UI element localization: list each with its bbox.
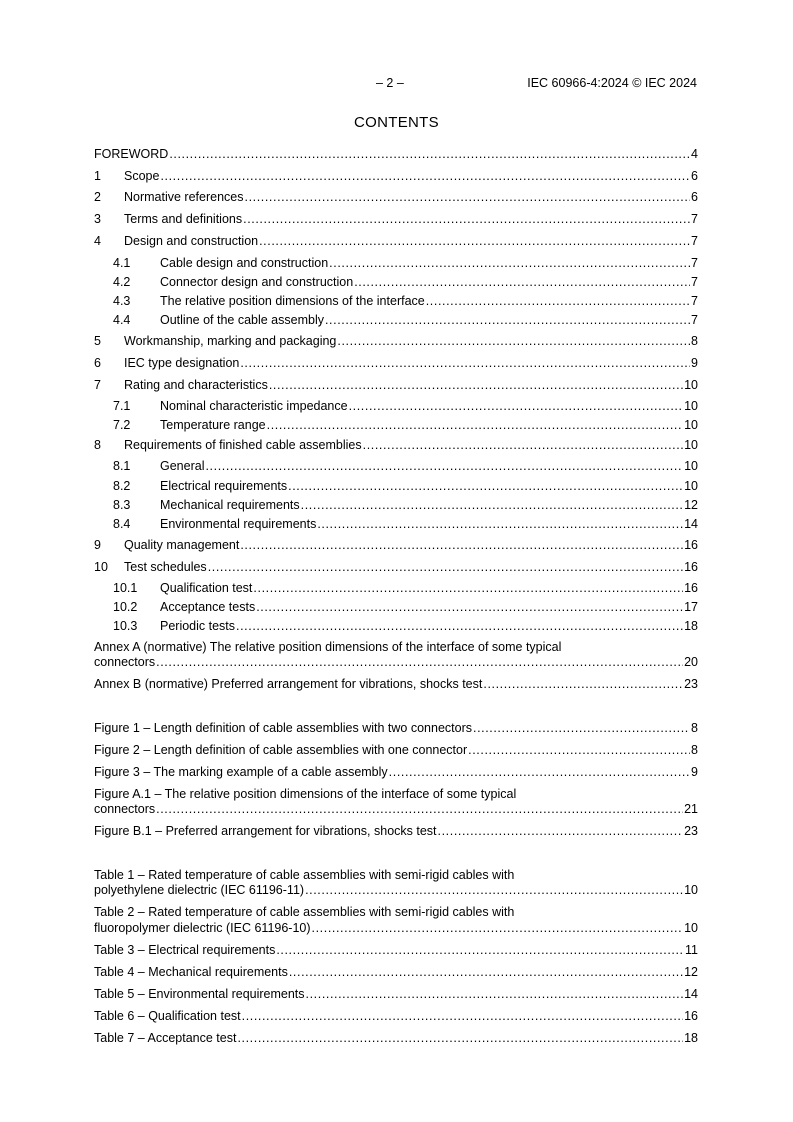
toc-entry-type-designation[interactable]: 6 IEC type designation ..... 9 (94, 355, 698, 371)
toc-entry-4-3[interactable]: 4.3 The relative position dimensions of the interface ..... 7 (113, 293, 698, 309)
toc-entry-rating[interactable]: 7 Rating and characteristics ..... 10 (94, 377, 698, 393)
figure-entry-b1[interactable]: Figure B.1 – Preferred arrangement for vibrations, shocks test ..... 23 (94, 823, 698, 839)
toc-entry-normative-references[interactable]: 2 Normative references ..... 6 (94, 189, 698, 205)
table-entry-4[interactable]: Table 4 – Mechanical requirements ..... 12 (94, 964, 698, 980)
toc-entry-4-1[interactable]: 4.1 Cable design and construction ..... 7 (113, 255, 698, 271)
toc-entry-annex-b[interactable]: Annex B (normative) Preferred arrangement for vibrations, shocks test ..... 23 (94, 676, 698, 692)
toc-entry-annex-a[interactable]: connectors ..... 20 (94, 654, 698, 670)
figure-entry-2[interactable]: Figure 2 – Length definition of cable assemblies with one connector ..... 8 (94, 742, 698, 758)
toc-entry-10-2[interactable]: 10.2 Acceptance tests ..... 17 (113, 599, 698, 615)
table-entry-5[interactable]: Table 5 – Environmental requirements ..... 14 (94, 986, 698, 1002)
table-entry-3[interactable]: Table 3 – Electrical requirements ..... 11 (94, 942, 698, 958)
toc-entry-7-1[interactable]: 7.1 Nominal characteristic impedance ..... 10 (113, 398, 698, 414)
figure-entry-a1[interactable]: connectors ..... 21 (94, 801, 698, 817)
page-number: – 2 – (376, 76, 404, 90)
table-entry-6[interactable]: Table 6 – Qualification test ..... 16 (94, 1008, 698, 1024)
toc-entry-workmanship[interactable]: 5 Workmanship, marking and packaging ..... 8 (94, 333, 698, 349)
toc-entry-terms-definitions[interactable]: 3 Terms and definitions ..... 7 (94, 211, 698, 227)
toc-entry-4-2[interactable]: 4.2 Connector design and construction ..... 7 (113, 274, 698, 290)
toc-entry-10-1[interactable]: 10.1 Qualification test ..... 16 (113, 580, 698, 596)
toc-entry-4-4[interactable]: 4.4 Outline of the cable assembly ..... 7 (113, 312, 698, 328)
toc-entry-requirements[interactable]: 8 Requirements of finished cable assemblies ..... 10 (94, 437, 698, 453)
toc-entry-scope[interactable]: 1 Scope ..... 6 (94, 168, 698, 184)
toc-entry-8-4[interactable]: 8.4 Environmental requirements ..... 14 (113, 516, 698, 532)
toc-entry-annex-a-line1[interactable]: Annex A (normative) The relative position dimensions of the interface of some typical (94, 640, 562, 654)
toc-entry-design-construction[interactable]: 4 Design and construction ..... 7 (94, 233, 698, 249)
table-entry-2[interactable]: fluoropolymer dielectric (IEC 61196-10) ..... 10 (94, 920, 698, 936)
table-entry-7[interactable]: Table 7 – Acceptance test ..... 18 (94, 1030, 698, 1046)
toc-entry-foreword[interactable]: FOREWORD ..... 4 (94, 146, 698, 162)
figure-entry-3[interactable]: Figure 3 – The marking example of a cable assembly ..... 9 (94, 764, 698, 780)
toc-entry-8-1[interactable]: 8.1 General ..... 10 (113, 458, 698, 474)
toc-entry-test-schedules[interactable]: 10 Test schedules ..... 16 (94, 559, 698, 575)
figure-entry-1[interactable]: Figure 1 – Length definition of cable assemblies with two connectors ..... 8 (94, 720, 698, 736)
table-entry-1-line1[interactable]: Table 1 – Rated temperature of cable assemblies with semi-rigid cables with (94, 868, 515, 882)
standard-reference: IEC 60966-4:2024 © IEC 2024 (527, 76, 697, 90)
toc-entry-7-2[interactable]: 7.2 Temperature range ..... 10 (113, 417, 698, 433)
toc-entry-quality[interactable]: 9 Quality management ..... 16 (94, 537, 698, 553)
toc-entry-8-3[interactable]: 8.3 Mechanical requirements ..... 12 (113, 497, 698, 513)
page-title: CONTENTS (354, 114, 439, 131)
toc-entry-8-2[interactable]: 8.2 Electrical requirements ..... 10 (113, 478, 698, 494)
table-entry-1[interactable]: polyethylene dielectric (IEC 61196-11) ..... 10 (94, 882, 698, 898)
table-entry-2-line1[interactable]: Table 2 – Rated temperature of cable assemblies with semi-rigid cables with (94, 905, 515, 919)
figure-entry-a1-line1[interactable]: Figure A.1 – The relative position dimensions of the interface of some typical (94, 787, 517, 801)
toc-entry-10-3[interactable]: 10.3 Periodic tests ..... 18 (113, 618, 698, 634)
